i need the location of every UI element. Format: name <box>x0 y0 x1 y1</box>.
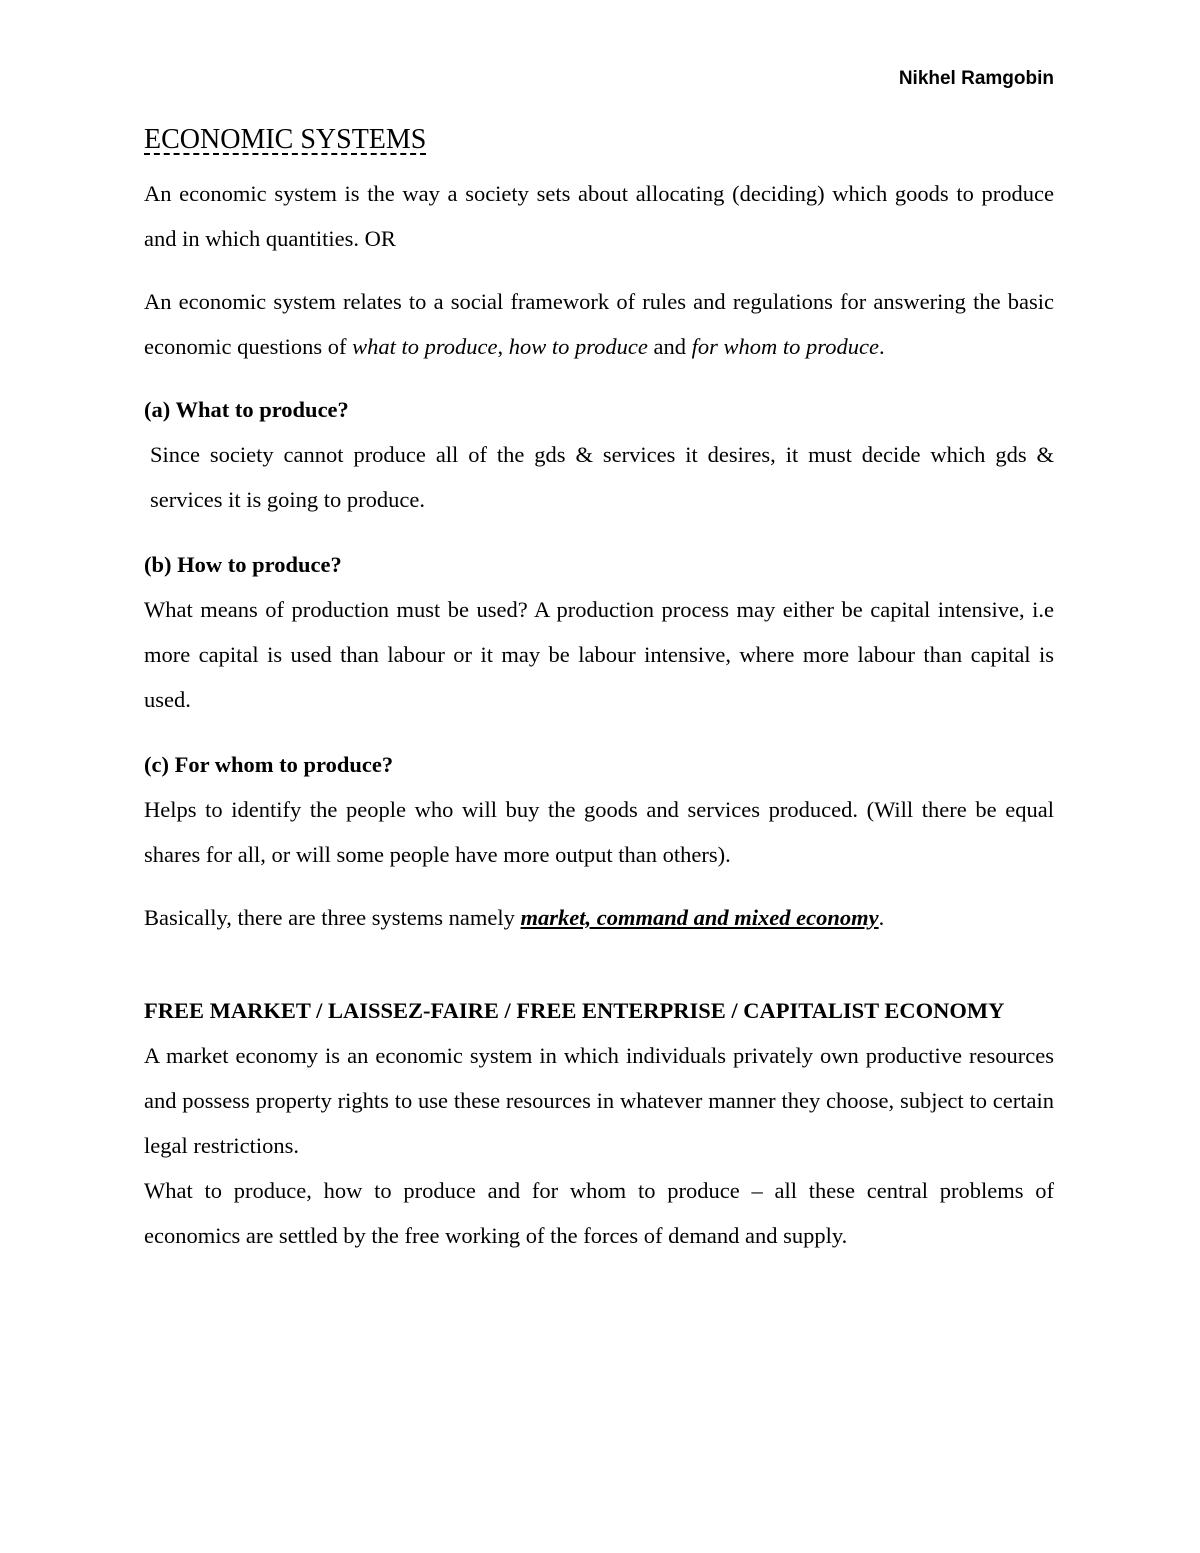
question-how-to-produce: how to produce <box>508 334 648 359</box>
question-for-whom-to-produce: for whom to produce <box>691 334 879 359</box>
summary-paragraph <box>144 895 1054 940</box>
free-market-paragraph-1: A market economy is an economic system in which individuals privately own productive resources and possess property rights to use these resources in whatever manner they choose, subject to certain legal restrictions. <box>144 1043 1054 1158</box>
question-c-heading: (c) For whom to produce? <box>144 752 394 777</box>
page-title: ECONOMIC SYSTEMS <box>144 124 427 155</box>
question-c-body: Helps to identify the people who will buy the goods and services produced. (Will there be equal shares for all, or will some people have more output than others). <box>144 797 1054 867</box>
question-a-body: Since society cannot produce all of the gds & services it desires, it must decide which gds & services it is going to produce. <box>150 442 1054 512</box>
free-market-paragraph-2: What to produce, how to produce and for whom to produce – all these central problems of economics are settled by the free working of the forces of demand and supply. <box>144 1178 1054 1248</box>
author-name: Nikhel Ramgobin <box>898 68 1054 89</box>
summary-emphasis: market, command and mixed economy <box>520 905 879 930</box>
question-what-to-produce: what to produce <box>352 334 498 359</box>
summary-end: . <box>878 905 885 930</box>
question-b-body: What means of production must be used? A production process may either be capital intensive, i.e more capital is used than labour or it may be labour intensive, where more labour than capital is used. <box>144 597 1054 712</box>
free-market-heading: FREE MARKET / LAISSEZ-FAIRE / FREE ENTERPRISE / CAPITALIST ECONOMY <box>144 998 1005 1023</box>
definition-paragraph-1: An economic system is the way a society sets about allocating (deciding) which goods to produce and in which quantities. OR <box>144 181 1054 251</box>
definition-paragraph-2 <box>144 279 1054 369</box>
question-a-heading: (a) What to produce? <box>144 397 349 422</box>
summary-lead: Basically, there are three systems namely <box>144 905 521 930</box>
document-body <box>144 118 1054 1258</box>
definition-2-sep1: , <box>497 334 509 359</box>
definition-2-sep2: and <box>647 334 692 359</box>
definition-2-end: . <box>878 334 885 359</box>
question-b-heading: (b) How to produce? <box>144 552 342 577</box>
definition-2-lead: An economic system relates to a social framework of rules and regulations for answering the basic economic questions of <box>144 289 1054 359</box>
